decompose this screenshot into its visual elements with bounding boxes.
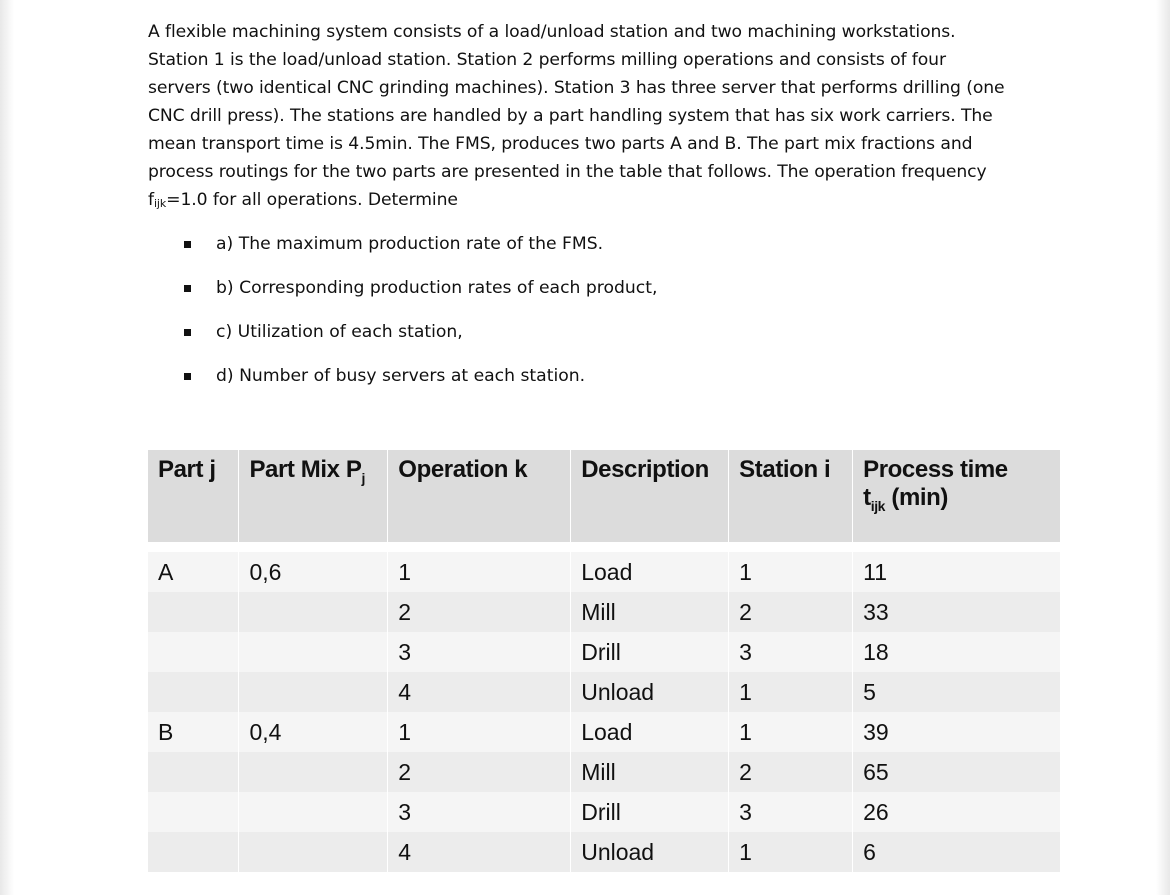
cell-part-mix: 0,6	[239, 552, 388, 592]
cell-part	[148, 592, 239, 632]
page-edge-right	[1156, 0, 1170, 895]
cell-process-time: 6	[853, 832, 1061, 872]
cell-station: 2	[729, 752, 853, 792]
cell-operation: 3	[388, 632, 571, 672]
cell-process-time: 33	[853, 592, 1061, 632]
square-bullet-icon	[184, 241, 191, 248]
header-description: Description	[571, 450, 729, 542]
task-text: b) Corresponding production rates of each product,	[216, 278, 658, 298]
header-process-time	[853, 450, 1061, 542]
table-row	[148, 672, 1061, 712]
cell-station: 3	[729, 632, 853, 672]
table-body	[148, 542, 1061, 872]
cell-description: Drill	[571, 792, 729, 832]
problem-line: CNC drill press). The stations are handled by a part handling system that has six work carriers. The	[148, 106, 993, 126]
cell-operation: 4	[388, 832, 571, 872]
cell-process-time: 26	[853, 792, 1061, 832]
cell-operation: 2	[388, 752, 571, 792]
header-part-mix-label: Part Mix P	[249, 456, 362, 483]
task-text: a) The maximum production rate of the FMS.	[216, 234, 604, 254]
table-row	[148, 752, 1061, 792]
problem-line-last	[148, 186, 1028, 218]
operation-frequency-symbol: f	[148, 190, 154, 210]
header-process-time-unit: (min)	[885, 484, 948, 511]
table-row	[148, 712, 1061, 752]
cell-description: Unload	[571, 672, 729, 712]
table-row	[148, 792, 1061, 832]
cell-part	[148, 632, 239, 672]
cell-process-time: 5	[853, 672, 1061, 712]
cell-part	[148, 792, 239, 832]
cell-station: 1	[729, 672, 853, 712]
header-process-time-symbol: t	[863, 484, 871, 511]
cell-part-mix	[239, 832, 388, 872]
cell-description: Load	[571, 552, 729, 592]
cell-part	[148, 672, 239, 712]
cell-description: Unload	[571, 832, 729, 872]
cell-part-mix	[239, 592, 388, 632]
table-row	[148, 592, 1061, 632]
task-text: d) Number of busy servers at each station.	[216, 366, 586, 386]
cell-part-mix	[239, 792, 388, 832]
header-part: Part j	[148, 450, 239, 542]
cell-description: Mill	[571, 752, 729, 792]
problem-line-rest: =1.0 for all operations. Determine	[166, 190, 458, 210]
table-row	[148, 632, 1061, 672]
header-process-time-subscript: ijk	[870, 497, 886, 514]
page-edge-left	[0, 0, 14, 895]
cell-operation: 1	[388, 552, 571, 592]
cell-part-mix	[239, 672, 388, 712]
header-process-time-label: Process time	[863, 456, 1008, 483]
header-part-mix	[239, 450, 388, 542]
cell-process-time: 11	[853, 552, 1061, 592]
cell-station: 3	[729, 792, 853, 832]
cell-station: 1	[729, 832, 853, 872]
cell-part-mix	[239, 632, 388, 672]
operation-frequency-subscript: ijk	[153, 197, 167, 210]
cell-part: A	[148, 552, 239, 592]
problem-line: A flexible machining system consists of a load/unload station and two machining workstations.	[148, 22, 956, 42]
cell-station: 2	[729, 592, 853, 632]
cell-process-time: 65	[853, 752, 1061, 792]
cell-process-time: 39	[853, 712, 1061, 752]
cell-operation: 2	[388, 592, 571, 632]
table-row	[148, 552, 1061, 592]
cell-operation: 1	[388, 712, 571, 752]
cell-part-mix: 0,4	[239, 712, 388, 752]
table-spacer	[148, 542, 1061, 552]
cell-part	[148, 752, 239, 792]
header-operation: Operation k	[388, 450, 571, 542]
task-text: c) Utilization of each station,	[216, 322, 463, 342]
problem-line: servers (two identical CNC grinding machines). Station 3 has three server that performs drilling (one	[148, 78, 1005, 98]
table-row	[148, 832, 1061, 872]
cell-description: Drill	[571, 632, 729, 672]
square-bullet-icon	[184, 329, 191, 336]
cell-part-mix	[239, 752, 388, 792]
square-bullet-icon	[184, 285, 191, 292]
problem-line: mean transport time is 4.5min. The FMS, produces two parts A and B. The part mix fractions and	[148, 134, 973, 154]
cell-process-time: 18	[853, 632, 1061, 672]
cell-operation: 3	[388, 792, 571, 832]
cell-station: 1	[729, 712, 853, 752]
process-routing-table	[148, 450, 1061, 872]
header-part-mix-subscript: j	[361, 469, 365, 486]
square-bullet-icon	[184, 373, 191, 380]
table-header-row	[148, 450, 1061, 542]
cell-description: Mill	[571, 592, 729, 632]
cell-part: B	[148, 712, 239, 752]
problem-statement	[148, 18, 1028, 218]
cell-part	[148, 832, 239, 872]
cell-operation: 4	[388, 672, 571, 712]
cell-station: 1	[729, 552, 853, 592]
cell-description: Load	[571, 712, 729, 752]
problem-line: process routings for the two parts are presented in the table that follows. The operation frequency	[148, 162, 987, 182]
problem-line: Station 1 is the load/unload station. Station 2 performs milling operations and consists of four	[148, 50, 946, 70]
header-station: Station i	[729, 450, 853, 542]
